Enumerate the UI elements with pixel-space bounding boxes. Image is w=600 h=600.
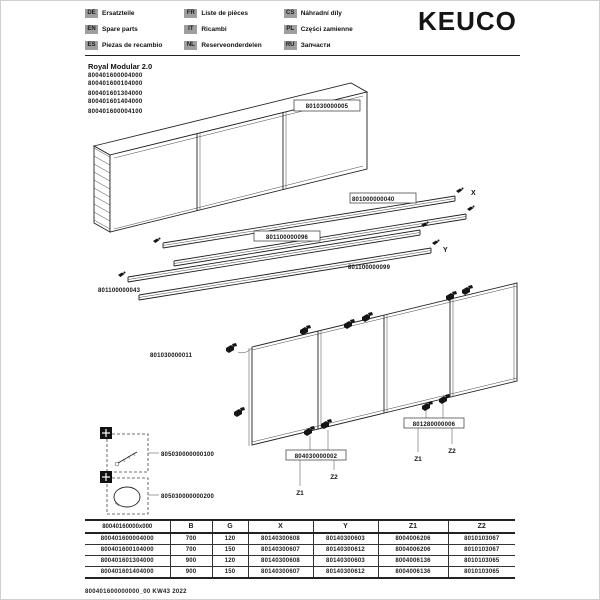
article-number: 800401600104000 bbox=[88, 80, 143, 87]
lang-label: Запчасти bbox=[300, 41, 331, 49]
lang-es bbox=[85, 40, 162, 50]
rail-end-clip-icon bbox=[456, 188, 464, 194]
table-row bbox=[85, 545, 515, 556]
lang-label: Ricambi bbox=[201, 25, 227, 33]
keuco-logo: KEUCO bbox=[418, 6, 517, 36]
col-header-b: B bbox=[170, 520, 212, 533]
dim-z2-label: Z2 bbox=[448, 448, 456, 455]
cell-z2: 8010103065 bbox=[448, 556, 515, 567]
lang-code-badge: IT bbox=[184, 25, 197, 34]
col-header-z1: Z1 bbox=[378, 520, 448, 533]
product-title: Royal Modular 2.0 bbox=[88, 62, 153, 71]
cell-g: 150 bbox=[212, 545, 248, 556]
col-header-g: G bbox=[212, 520, 248, 533]
lang-label: Náhradní díly bbox=[300, 9, 342, 17]
cell-z1: 8004006206 bbox=[378, 545, 448, 556]
cell-code: 800401601304000 bbox=[100, 558, 154, 564]
lang-cs bbox=[284, 8, 353, 18]
language-column-3 bbox=[284, 8, 353, 50]
part-label-rail-top: 801000000040 bbox=[352, 197, 395, 203]
cell-z1: 8004006136 bbox=[378, 556, 448, 567]
cell-z1: 8004006136 bbox=[378, 567, 448, 579]
lang-fr bbox=[184, 8, 261, 18]
cell-code: 800401600004000 bbox=[100, 536, 154, 542]
lang-label: Piezas de recambio bbox=[102, 41, 163, 49]
lang-code-badge: EN bbox=[85, 25, 98, 34]
table-row bbox=[85, 567, 515, 579]
cell-z2: 8010103067 bbox=[448, 545, 515, 556]
table-row bbox=[85, 556, 515, 567]
part-label-service-kit-screws: 805030000000100 bbox=[161, 452, 215, 458]
rail-end-clip-icon bbox=[118, 272, 126, 278]
lang-code-badge: NL bbox=[184, 41, 197, 50]
cell-y: 80140300603 bbox=[313, 556, 378, 567]
dim-z1-label: Z1 bbox=[414, 456, 422, 463]
table-row bbox=[85, 533, 515, 545]
lang-code-badge: FR bbox=[184, 9, 197, 18]
col-header-id: 80040160000x000 bbox=[102, 523, 153, 530]
lang-code-badge: RU bbox=[284, 41, 297, 50]
language-column-2 bbox=[184, 8, 261, 50]
dimension-table bbox=[85, 519, 515, 579]
dim-x-label: X bbox=[471, 190, 476, 197]
table-header-row bbox=[85, 520, 515, 533]
rail-end-clip-icon bbox=[153, 238, 161, 244]
rail-end-clip-icon bbox=[467, 206, 475, 212]
hinge-icon bbox=[234, 407, 245, 417]
lang-label: Reserveonderdelen bbox=[201, 41, 262, 49]
col-header-x: X bbox=[248, 520, 313, 533]
language-column-1 bbox=[85, 8, 162, 50]
header-divider bbox=[85, 55, 520, 56]
lang-it bbox=[184, 24, 261, 34]
cell-x: 80140300607 bbox=[248, 545, 313, 556]
cell-y: 80140300612 bbox=[313, 545, 378, 556]
cell-z2: 8010103065 bbox=[448, 567, 515, 579]
dim-z1-label: Z1 bbox=[296, 490, 304, 497]
part-label-rail-mid: 801100000096 bbox=[265, 235, 309, 241]
lang-pl bbox=[284, 24, 353, 34]
cell-g: 120 bbox=[212, 556, 248, 567]
lang-label: Części zamienne bbox=[300, 25, 353, 33]
dim-y-label: Y bbox=[443, 247, 448, 254]
article-number: 800401601404000 bbox=[88, 98, 143, 105]
service-kit-screws bbox=[100, 427, 215, 472]
dim-z2-label: Z2 bbox=[330, 474, 338, 481]
cell-b: 900 bbox=[170, 567, 212, 579]
cell-z2: 8010103067 bbox=[448, 533, 515, 545]
cell-code: 800401601404000 bbox=[100, 569, 154, 575]
part-label-service-kit-ring: 805030000000200 bbox=[161, 494, 215, 500]
col-header-z2: Z2 bbox=[448, 520, 515, 533]
cell-y: 80140300603 bbox=[313, 533, 378, 545]
lang-label: Spare parts bbox=[102, 25, 138, 33]
article-number: 800401600004000 bbox=[88, 73, 143, 79]
cell-x: 80140300608 bbox=[248, 556, 313, 567]
service-kit-ring bbox=[100, 471, 215, 514]
lang-de bbox=[85, 8, 162, 18]
lang-code-badge: CS bbox=[284, 9, 297, 18]
part-label-rail-left: 801100000043 bbox=[98, 288, 141, 294]
mirror-door-assembly bbox=[150, 283, 517, 497]
lang-ru bbox=[284, 40, 353, 50]
part-label-door-hinge: 801030000011 bbox=[150, 353, 193, 359]
cell-z1: 8004006206 bbox=[378, 533, 448, 545]
cell-y: 80140300612 bbox=[313, 567, 378, 579]
product-block bbox=[88, 62, 152, 117]
cell-b: 700 bbox=[170, 545, 212, 556]
hinge-icon bbox=[226, 343, 237, 353]
col-header-y: Y bbox=[313, 520, 378, 533]
part-label-cabinet: 801030000005 bbox=[305, 104, 349, 110]
language-legend bbox=[85, 8, 415, 50]
hinge-icon bbox=[462, 285, 473, 295]
cell-g: 120 bbox=[212, 533, 248, 545]
lang-code-badge: ES bbox=[85, 41, 98, 50]
cell-g: 150 bbox=[212, 567, 248, 579]
part-label-hinge-set-right: 801280000006 bbox=[412, 422, 456, 428]
part-label-hinge-set-left: 804030000002 bbox=[294, 454, 338, 460]
cell-x: 80140300608 bbox=[248, 533, 313, 545]
lang-code-badge: DE bbox=[85, 9, 98, 18]
cell-b: 700 bbox=[170, 533, 212, 545]
cell-code: 800401600104000 bbox=[100, 547, 154, 553]
article-number: 800401600004100 bbox=[88, 109, 143, 115]
lang-nl bbox=[184, 40, 261, 50]
lang-code-badge: PL bbox=[284, 25, 297, 34]
cell-b: 900 bbox=[170, 556, 212, 567]
lang-en bbox=[85, 24, 162, 34]
cell-x: 80140300607 bbox=[248, 567, 313, 579]
rail-end-clip-icon bbox=[432, 240, 440, 246]
article-number: 800401601304000 bbox=[88, 91, 143, 97]
lang-label: Ersatzteile bbox=[102, 9, 135, 17]
part-label-rail-lower: 801100000099 bbox=[348, 265, 391, 271]
document-code: 800401600000000_00 KW43 2022 bbox=[85, 589, 187, 595]
lang-label: Liste de pièces bbox=[201, 9, 248, 17]
